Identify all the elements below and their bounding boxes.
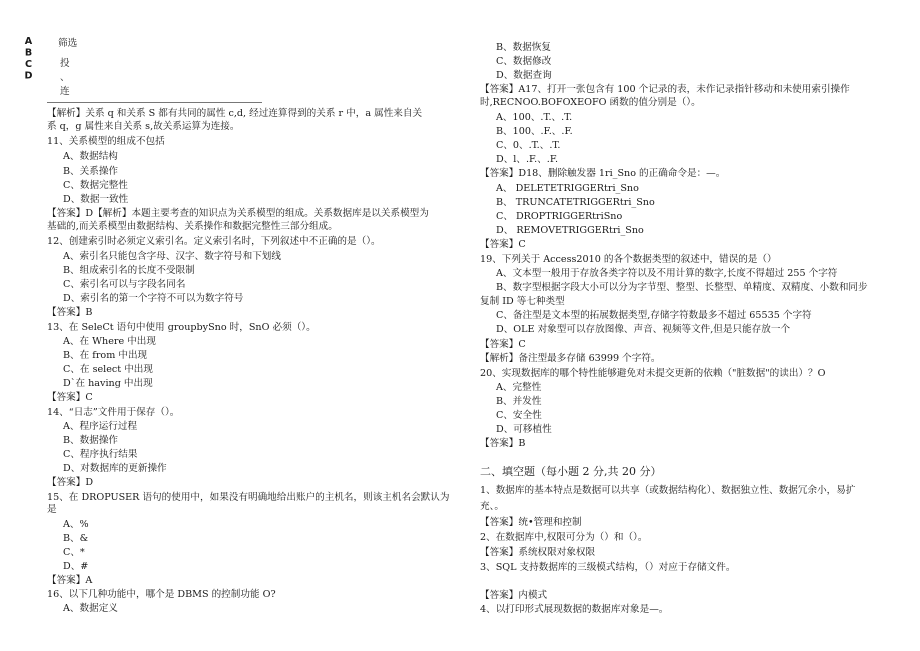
- left-text-line: 基础的,而关系模型由数据结构、关系操作和数据完整性三部分组成。: [47, 221, 338, 232]
- left-text-line: C、*: [63, 547, 85, 558]
- fragment-text-2: 投: [60, 58, 70, 69]
- right-text-line: 时,RECNOO.BOFOXEOFO 函数的值分别是（）。: [480, 97, 701, 108]
- left-text-line: A、在 Where 中出现: [63, 336, 156, 347]
- right-text-line: D、OLE 对象型可以存放图像、声音、视频等文件,但是只能存放一个: [496, 324, 791, 335]
- right-text-line: 【答案】系统权限对象权限: [480, 547, 596, 558]
- right-text-line: B、数据恢复: [496, 42, 552, 53]
- left-text-line: B、在 from 中出现: [63, 350, 148, 361]
- right-text-line: 19、下列关于 Access2010 的各个数据类型的叙述中，错误的是（）: [480, 254, 777, 265]
- left-text-line: D、索引名的第一个字符不可以为数字符号: [63, 293, 244, 304]
- left-text-line: A、索引名只能包含字母、汉字、数字符号和下划线: [63, 251, 281, 262]
- right-text-line: B、100、.F.、.F.: [496, 126, 573, 137]
- right-text-line: D、 REMOVETRIGGERtri_Sno: [496, 225, 644, 236]
- right-text-line: D、可移植性: [496, 424, 552, 435]
- right-text-line: C、备注型是文本型的拓展数据类型,存储字符数最多不超过 65535 个字符: [496, 310, 812, 321]
- left-text-line: C、数据完整性: [63, 180, 128, 191]
- right-text-line: B、并发性: [496, 396, 542, 407]
- right-text-line: 复制 ID 等七种类型: [480, 296, 565, 307]
- left-text-line: B、关系操作: [63, 166, 119, 177]
- left-text-line: B、组成索引名的长度不受限制: [63, 265, 195, 276]
- right-text-line: A、完整性: [496, 382, 542, 393]
- left-text-line: 【答案】D【解析】本题主要考查的知识点为关系模型的组成。关系数据库是以关系模型为: [47, 208, 429, 219]
- right-text-line: 2、在数据库中,权限可分为（）和（）。: [480, 532, 648, 543]
- right-text-line: B、数字型根据字段大小可以分为字节型、整型、长整型、单精度、双精度、小数和同步: [496, 282, 868, 293]
- right-text-line: 3、SQL 支持数据库的三级模式结构，（）对应于存储文件。: [480, 562, 736, 573]
- left-text-line: 是: [47, 504, 57, 515]
- left-text-line: 13、在 SeleCt 语句中使用 groupbySno 时，SnO 必须（）。: [47, 322, 316, 333]
- left-text-line: D、对数据库的更新操作: [63, 463, 167, 474]
- left-text-line: A、程序运行过程: [63, 421, 138, 432]
- right-text-line: D、数据查询: [496, 70, 552, 81]
- left-text-line: D`在 having 中出现: [63, 378, 153, 389]
- left-text-line: A、数据结构: [63, 151, 118, 162]
- left-text-line: C、程序执行结果: [63, 449, 138, 460]
- right-text-line: 【答案】统•管理和控制: [480, 517, 582, 528]
- right-text-line: A、文本型一般用于存放各类字符以及不用计算的数字,长度不得超过 255 个字符: [496, 268, 838, 279]
- left-text-line: 【解析】关系 q 和关系 S 都有共同的属性 c,d, 经过连算得到的关系 r 中，a 属性来自关: [47, 108, 423, 119]
- right-text-line: C、数据修改: [496, 56, 552, 67]
- left-text-line: 16、以下几种功能中，哪个是 DBMS 的控制功能 O?: [47, 589, 276, 600]
- left-text-line: D、数据一致性: [63, 194, 129, 205]
- left-text-line: 12、创建索引时必须定义索引名。定义索引名时，下列叙述中不正确的是（）。: [47, 236, 381, 247]
- left-text-line: 【答案】B: [47, 307, 93, 318]
- right-text-line: D、l、.F.、.F.: [496, 154, 559, 165]
- left-text-line: B、&: [63, 533, 89, 544]
- left-text-line: 系 q，g 属性来自关系 s,故关系运算为连接。: [47, 121, 240, 132]
- left-text-line: 14、“日志”文件用于保存（）。: [47, 407, 180, 418]
- right-text-line: 【答案】A17、打开一张包含有 100 个记录的表，未作记录指针移动和未使用索引操作: [480, 84, 850, 95]
- right-text-line: 充、。: [480, 501, 504, 512]
- right-text-line: B、 TRUNCATETRIGGERtri_Sno: [496, 197, 655, 208]
- right-text-line: C、安全性: [496, 410, 542, 421]
- left-text-line: 11、关系模型的组成不包括: [47, 136, 165, 147]
- fragment-text-1: 筛选: [58, 38, 78, 49]
- left-text-line: B、数据操作: [63, 435, 119, 446]
- left-text-line: C、在 select 中出现: [63, 364, 153, 375]
- left-text-line: 【答案】A: [47, 575, 93, 586]
- right-text-line: 【答案】B: [480, 438, 526, 449]
- left-text-line: A、数据定义: [63, 603, 118, 614]
- right-text-line: A、 DELETETRIGGERtri_Sno: [496, 183, 639, 194]
- fragment-text-3: 、: [60, 72, 70, 83]
- divider-rule: [47, 102, 262, 103]
- right-text-line: 【答案】C: [480, 339, 526, 350]
- right-text-line: 1、数据库的基本特点是数据可以共享（或数据结构化）、数据独立性、数据冗余小，易扩: [480, 485, 856, 496]
- left-text-line: 【答案】D: [47, 477, 94, 488]
- right-text-line: C、 DROPTRIGGERtriSno: [496, 211, 623, 222]
- right-text-line: 【答案】D18、删除触发器 1ri_Sno 的正确命令是：—。: [480, 168, 726, 179]
- right-text-line: 【解析】备注型最多存储 63999 个字符。: [480, 353, 661, 364]
- right-text-line: 4、以打印形式展现数据的数据库对象是—。: [480, 604, 669, 615]
- left-text-line: 15、在 DROPUSER 语句的使用中，如果没有明确地给出账户的主机名，则该主机名会默认为: [47, 492, 450, 503]
- fragment-text-4: 连: [60, 86, 70, 97]
- left-text-line: A、%: [63, 519, 89, 530]
- right-text-line: C、0、.T.、.T.: [496, 140, 561, 151]
- right-text-line: A、100、.T.、.T.: [496, 112, 573, 123]
- right-text-line: 二、填空题（每小题 2 分,共 20 分）: [480, 465, 662, 478]
- rotated-fragment: ABCD: [23, 36, 34, 82]
- left-text-line: C、索引名可以与字段名同名: [63, 279, 186, 290]
- left-text-line: 【答案】C: [47, 392, 93, 403]
- right-text-line: 20、实现数据库的哪个特性能够避免对未提交更新的依赖（"脏数据"的读出）？O: [480, 368, 826, 379]
- left-text-line: D、#: [63, 561, 89, 572]
- right-text-line: 【答案】C: [480, 239, 526, 250]
- right-text-line: 【答案】内模式: [480, 590, 548, 601]
